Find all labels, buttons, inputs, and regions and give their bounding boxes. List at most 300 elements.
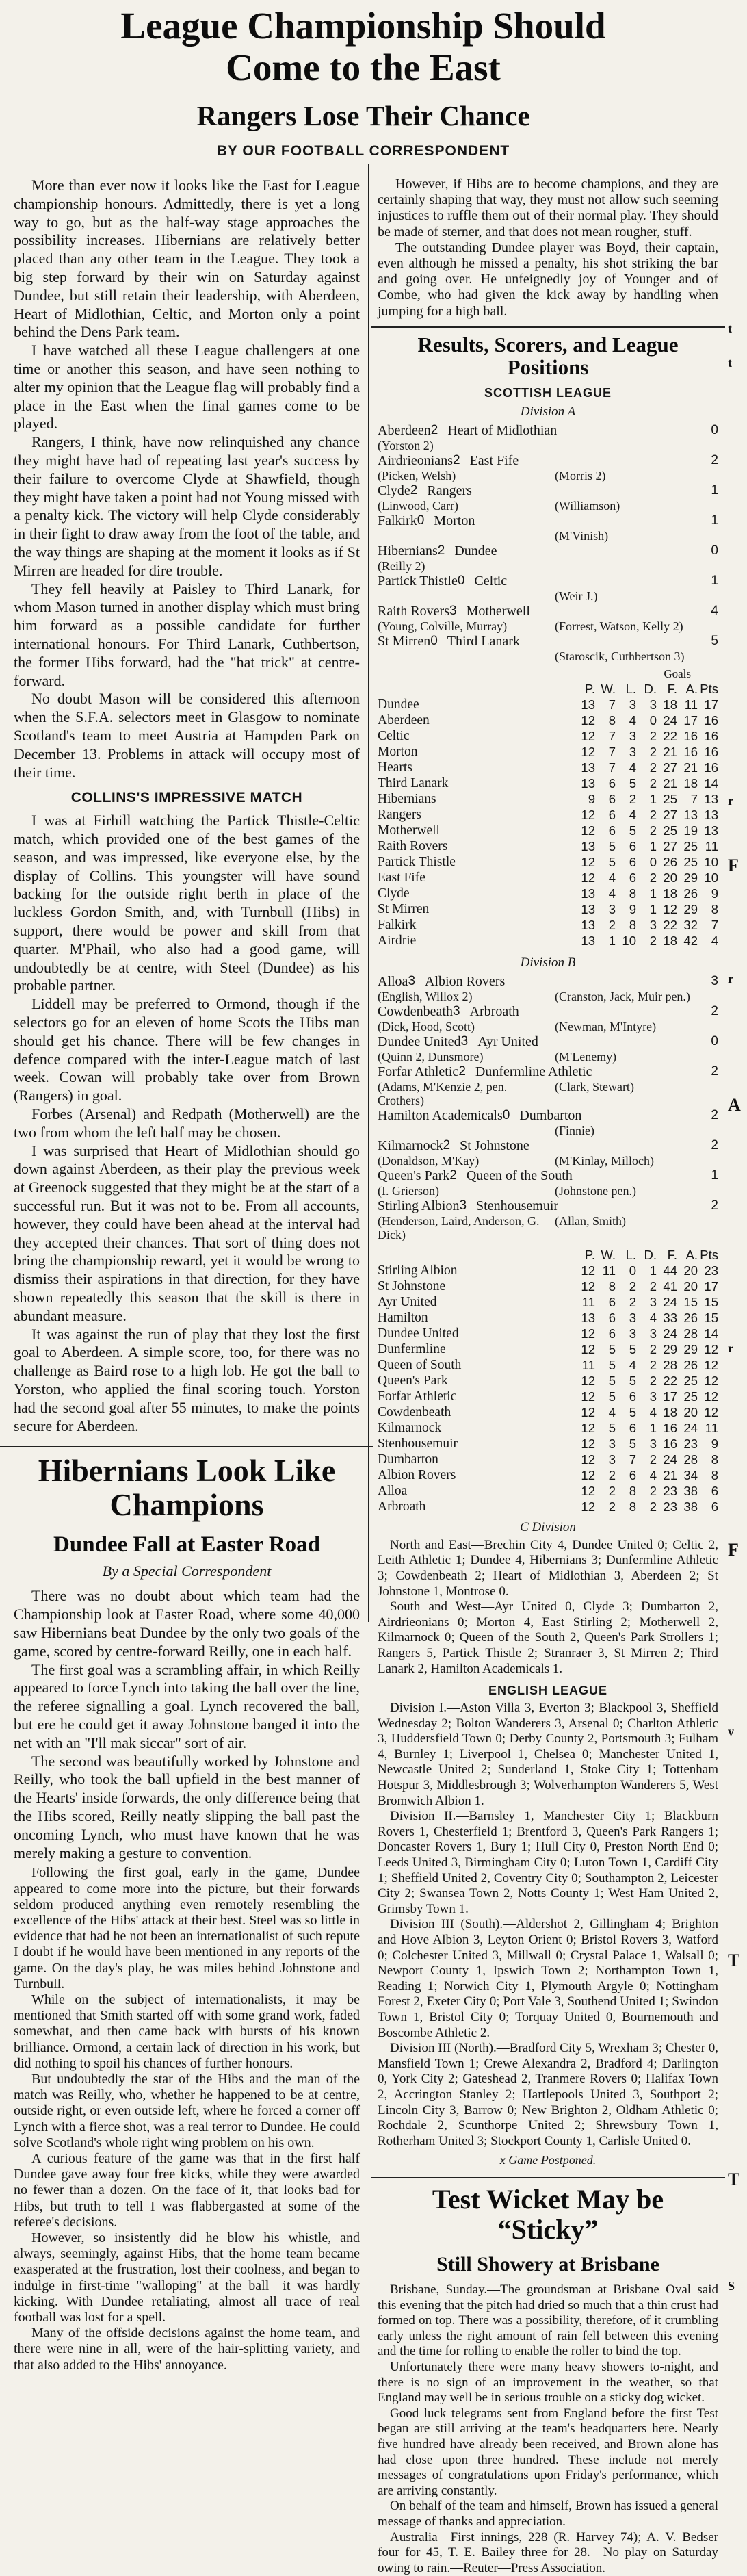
table-cell: 12	[581, 1420, 595, 1435]
table-cell: 2	[629, 791, 636, 806]
table-cell: 5	[629, 1436, 636, 1451]
home-scorers: (Yorston 2)	[378, 438, 434, 452]
table-cell: 7	[690, 791, 698, 806]
article1-paragraph: Liddell may be preferred to Ormond, though if the selectors go for an eleven of home Scots the Hibs man should get his chance. There will be few changes in defence compared with the inter-League match of last week. Cowan will probably take over from Brown (Rangers) in goal.	[14, 995, 360, 1105]
home-score: 0	[430, 633, 438, 648]
away-scorers: (Cranston, Jack, Muir pen.)	[554, 989, 690, 1003]
table-cell: 11	[705, 838, 718, 853]
home-team: Falkirk	[378, 513, 417, 528]
table-cell: 1	[608, 933, 616, 948]
column-header: L.	[625, 1247, 636, 1262]
away-scorers: (M'Vinish)	[554, 528, 609, 543]
table-cell: 12	[704, 1357, 718, 1372]
table-row	[378, 1483, 718, 1499]
table-cell: 16	[663, 1420, 677, 1435]
column-header: L.	[625, 681, 636, 696]
home-scorers: (Picken, Welsh)	[378, 468, 456, 482]
table-cell: 13	[581, 1310, 595, 1325]
team-name: Queen of South	[378, 1357, 462, 1372]
result-line	[378, 1033, 718, 1050]
table-cell: 2	[649, 1452, 657, 1467]
table-cell: 0	[629, 1263, 636, 1278]
table-cell: 5	[629, 823, 636, 838]
table-cell: 4	[608, 870, 616, 885]
table-row	[378, 1452, 718, 1467]
scorers-line	[378, 499, 718, 513]
table-cell: 34	[683, 1467, 698, 1482]
home-score: 3	[460, 1033, 469, 1048]
table-cell: 12	[581, 1499, 595, 1514]
test-paragraph: Australia—First innings, 228 (R. Harvey 74); A. V. Bedser four for 45, T. E. Bailey three for 28.—No play on Saturday owing to rain.—Reuter—Press Association.	[378, 2529, 718, 2575]
away-scorers: (Allan, Smith)	[554, 1213, 626, 1228]
result-row	[378, 422, 718, 452]
table-row	[378, 1310, 718, 1326]
home-score: 2	[449, 1168, 457, 1183]
result-row	[378, 482, 718, 513]
home-score: 0	[417, 513, 425, 528]
table-cell: 12	[663, 901, 677, 916]
table-cell: 13	[581, 775, 595, 790]
table-cell: 5	[629, 1341, 636, 1356]
table-cell: 5	[608, 838, 616, 853]
table-cell: 27	[663, 807, 677, 822]
table-cell: 12	[581, 1326, 595, 1341]
table-cell: 3	[649, 917, 657, 932]
hibs-small-paragraph: Many of the offside decisions against the home team, and there were nine in all, were of the hair-splitting variety, and that also added to the Hibs' annoyance.	[14, 2326, 360, 2373]
scorers-line	[378, 1184, 718, 1198]
away-score: 2	[711, 1064, 718, 1079]
away-scorers	[548, 439, 718, 452]
table-cell: 5	[629, 775, 636, 790]
away-team: Dumbarton	[519, 1107, 582, 1123]
table-row	[378, 744, 718, 760]
away-team: Dundee	[454, 543, 497, 558]
table-cell: 25	[683, 838, 698, 853]
division-b-results	[378, 973, 718, 1241]
table-cell: 15	[704, 1310, 718, 1325]
english-league-results	[378, 1701, 718, 2149]
team-name: Partick Thistle	[378, 854, 456, 869]
team-name: Hearts	[378, 760, 412, 775]
table-cell: 26	[663, 854, 677, 869]
table-cell: 3	[629, 697, 636, 712]
table-cell: 2	[608, 1483, 616, 1498]
table-cell: 3	[649, 1389, 657, 1404]
table-cell: 13	[704, 807, 718, 822]
table-cell: 2	[649, 1483, 657, 1498]
away-team: Albion Rovers	[425, 973, 506, 989]
table-cell: 8	[629, 917, 636, 932]
table-cell: 41	[663, 1278, 677, 1293]
column-header: W.	[601, 1247, 616, 1262]
table-cell: 3	[649, 697, 657, 712]
table-cell: 6	[711, 1499, 718, 1514]
table-cell: 2	[649, 744, 657, 759]
scorers-line	[378, 1080, 718, 1107]
table-cell: 2	[649, 1499, 657, 1514]
article1-paragraph: Forbes (Arsenal) and Redpath (Motherwell) are the two from whom the left half may be chosen.	[14, 1105, 360, 1141]
table-cell: 13	[683, 807, 698, 822]
table-cell: 4	[629, 1357, 636, 1372]
main-headline-line2: Come to the East	[226, 47, 501, 89]
table-cell: 25	[663, 823, 677, 838]
away-score: 2	[711, 1198, 718, 1213]
table-cell: 12	[581, 1263, 595, 1278]
column-header: P.	[584, 681, 595, 696]
table-cell: 17	[663, 1389, 677, 1404]
table-cell: 14	[704, 775, 718, 790]
team-name: Rangers	[378, 807, 421, 822]
home-team: Clyde	[378, 482, 410, 498]
test-subheadline: Still Showery at Brisbane	[436, 2252, 659, 2276]
table-cell: 13	[581, 886, 595, 901]
result-row	[378, 1033, 718, 1064]
table-cell: 13	[581, 901, 595, 916]
table-cell: 1	[649, 838, 657, 853]
table-cell: 12	[581, 1389, 595, 1404]
edge-glyph: S	[728, 2279, 735, 2293]
table-cell: 25	[683, 854, 698, 869]
result-row	[378, 1003, 718, 1033]
edge-glyph: r	[728, 1341, 733, 1355]
table-cell: 12	[581, 728, 595, 743]
table-row	[378, 823, 718, 838]
result-line	[378, 422, 718, 439]
home-team: Hibernians	[378, 543, 438, 558]
team-name: Falkirk	[378, 917, 417, 932]
team-name: St Mirren	[378, 901, 430, 916]
table-cell: 27	[663, 760, 677, 775]
english-division-paragraph: Division III (North).—Bradford City 5, Wrexham 3; Chester 0, Mansfield Town 1; Crewe Alexandra 2, Bradford 4; Darlington 0, York City 2; Gateshead 2, Tranmere Rovers 0; Halifax Town 2, Accrington Stanley 2; Hartlepools United 3, Southport 2; Lincoln City 3, Barrow 0; New Brighton 2, Oldham Athletic 0; Rochdale 2, Scunthorpe United 2; Shrewsbury Town 1, Rotherham United 3; Stockport County 1, Carlisle United 0.	[378, 2041, 718, 2148]
table-cell: 2	[649, 1357, 657, 1372]
goals-header: Goals	[664, 667, 691, 680]
table-cell: 4	[649, 1404, 657, 1419]
scorers-line	[378, 649, 718, 663]
table-cell: 44	[663, 1263, 677, 1278]
table-cell: 16	[704, 760, 718, 775]
table-cell: 19	[683, 823, 698, 838]
home-scorers: (I. Grierson)	[378, 1183, 439, 1198]
home-scorers	[378, 589, 541, 603]
english-division-paragraph: Division I.—Aston Villa 3, Everton 3; Blackpool 3, Sheffield Wednesday 2; Bolton Wanderers 3, Arsenal 0; Charlton Athletic 3, Huddersfield Town 0; Derby County 2, Portsmouth 3; Fulham 4, Burnley 1; Liverpool 1, Chelsea 0; Manchester United 1, Newcastle United 2; Sunderland 1, Stoke City 1; Tottenham Hotspur 3, Middlesbrough 3; Wolverhampton Wanderers 5, West Bromwich Albion 1.	[378, 1701, 718, 1808]
hibs-small-paragraph: While on the subject of internationalists, it may be mentioned that Smith started off with some grand work, faded somewhat, and then came back with bursts of his known brilliance. Ormond, a certain lack of direction in his work, but did nothing to spoil his chances of further honours.	[14, 1992, 360, 2071]
table-cell: 18	[663, 886, 677, 901]
result-line	[378, 603, 718, 619]
result-line	[378, 513, 718, 529]
table-row	[378, 1436, 718, 1452]
table-cell: 9	[588, 791, 595, 806]
column-rule-main	[368, 164, 369, 1622]
team-name: Hibernians	[378, 791, 436, 806]
away-scorers: (Forrest, Watson, Kelly 2)	[554, 619, 683, 633]
table-cell: 6	[711, 1483, 718, 1498]
hibs-small-paragraph: However, so insistently did he blow his whistle, and always, seemingly, against Hibs, that the home team became exasperated at the frustration, lost their coolness, and began to indulge in first-time "walloping" at the ball—it was hardly kicking. With Dundee retaliating, almost all trace of real football was lost for a spell.	[14, 2230, 360, 2325]
table-cell: 2	[608, 917, 616, 932]
team-name: East Fife	[378, 870, 425, 885]
home-score: 2	[430, 422, 438, 437]
away-score: 4	[711, 603, 718, 618]
result-row	[378, 573, 718, 603]
division-a-table	[378, 681, 718, 949]
away-score: 2	[711, 452, 718, 467]
table-cell: 6	[608, 791, 616, 806]
team-name: Cowdenbeath	[378, 1404, 451, 1419]
table-cell: 1	[649, 1420, 657, 1435]
table-cell: 17	[704, 1278, 718, 1293]
table-cell: 12	[581, 1467, 595, 1482]
table-cell: 12	[581, 1436, 595, 1451]
away-scorers: (M'Kinlay, Milloch)	[554, 1153, 655, 1168]
table-cell: 20	[663, 870, 677, 885]
hibs-small-text	[14, 1865, 360, 2373]
table-cell: 12	[581, 823, 595, 838]
scorers-line	[378, 1154, 718, 1168]
division-c-paragraph: South and West—Ayr United 0, Clyde 3; Dumbarton 2, Airdrieonians 0; Morton 4, East Stirling 2; Motherwell 2, Kilmarnock 0; Queen of the South 2, Queen's Park Strollers 1; Rangers 5, Partick Thistle 2; Stranraer 3, St Mirren 2; Third Lanark 2, Hamilton Academicals 1.	[378, 1599, 718, 1676]
away-scorers: (Staroscik, Cuthbertson 3)	[554, 649, 685, 663]
table-row	[378, 870, 718, 886]
home-score: 2	[452, 452, 460, 467]
postponed-note: x Game Postponed.	[499, 2153, 597, 2167]
away-score: 1	[711, 1168, 718, 1183]
table-cell: 16	[663, 1436, 677, 1451]
table-cell: 10	[704, 854, 718, 869]
away-scorers: (Finnie)	[554, 1123, 594, 1137]
away-team: Motherwell	[466, 603, 530, 619]
away-team: Dunfermline Athletic	[475, 1064, 592, 1079]
table-cell: 29	[683, 870, 698, 885]
results-section	[371, 326, 725, 2168]
table-cell: 16	[704, 728, 718, 743]
table-cell: 0	[649, 712, 657, 727]
result-row	[378, 973, 718, 1003]
column-header: D.	[644, 1247, 657, 1262]
table-row	[378, 917, 718, 933]
result-row	[378, 543, 718, 573]
table-cell: 6	[629, 870, 636, 885]
division-b-heading: Division B	[520, 955, 576, 970]
table-cell: 2	[649, 1373, 657, 1388]
scorers-line	[378, 1214, 718, 1241]
table-cell: 10	[622, 933, 636, 948]
team-name: Morton	[378, 744, 418, 759]
table-cell: 12	[581, 1483, 595, 1498]
table-cell: 16	[704, 712, 718, 727]
table-row	[378, 1404, 718, 1420]
result-row	[378, 1137, 718, 1168]
table-cell: 2	[629, 1278, 636, 1293]
article1-paragraph: It was against the run of play that they lost the first goal to Aberdeen. A simple score, too, for there was no challenge as Baird rose to a high lob. He got the ball to Yorston, who applied the final scoring touch. Yorston had the second goal after 55 minutes, to make the points secure for Aberdeen.	[14, 1325, 360, 1434]
table-row	[378, 1294, 718, 1310]
table-cell: 42	[683, 933, 698, 948]
table-cell: 2	[649, 870, 657, 885]
result-line	[378, 452, 718, 469]
table-cell: 21	[663, 744, 677, 759]
table-cell: 15	[704, 1294, 718, 1309]
table-cell: 5	[608, 1373, 616, 1388]
table-cell: 2	[649, 1278, 657, 1293]
table-cell: 5	[629, 1373, 636, 1388]
table-cell: 6	[629, 838, 636, 853]
table-cell: 13	[581, 697, 595, 712]
home-team: Airdrieonians	[378, 452, 453, 468]
article1-paragraph: I have watched all these League challengers at one time or another this season, and have seen nothing to alter my opinion that the League flag will probably find a place in the East when the final games come to be played.	[14, 342, 360, 433]
table-cell: 23	[704, 1263, 718, 1278]
scorers-line	[378, 589, 718, 603]
team-name: St Johnstone	[378, 1278, 446, 1293]
table-cell: 22	[663, 917, 677, 932]
away-score: 1	[711, 513, 718, 528]
left-column	[14, 177, 360, 2373]
table-row	[378, 1499, 718, 1515]
table-row	[378, 697, 718, 712]
table-cell: 16	[683, 728, 698, 743]
away-scorers: (Morris 2)	[554, 468, 606, 482]
home-scorers	[378, 529, 541, 543]
table-cell: 0	[649, 854, 657, 869]
main-headline-block	[0, 5, 726, 166]
table-cell: 29	[663, 1341, 677, 1356]
main-headline-line1: League Championship Should	[120, 5, 606, 47]
table-row	[378, 791, 718, 807]
scorers-line	[378, 990, 718, 1003]
hibs-headline-line2: Champions	[109, 1487, 264, 1523]
hibs-cont-paragraph: However, if Hibs are to become champions, and they are certainly shaping that way, they must not allow such seeming injustices to ruffle them out of their normal play. They should be made of sterner, and that does not mean rougher, stuff.	[378, 177, 718, 240]
table-row	[378, 838, 718, 854]
table-cell: 8	[711, 1452, 718, 1467]
article1-subheading: COLLINS'S IMPRESSIVE MATCH	[70, 790, 303, 806]
home-scorers: (English, Willox 2)	[378, 989, 473, 1003]
english-division-paragraph: Division II.—Barnsley 1, Manchester City 1; Blackburn Rovers 1, Chesterfield 1; Brentford 3, Queen's Park Rangers 1; Doncaster Rovers 1, Bury 1; Hull City 0, Preston North End 0; Leeds United 3, Birmingham City 0; Luton Town 1, Cardiff City 1; Sheffield United 2, Coventry City 0; Southampton 2, Leicester City 2; Swansea Town 2, Notts County 1; West Ham United 2, Grimsby Town 1.	[378, 1809, 718, 1916]
table-cell: 3	[629, 1310, 636, 1325]
table-cell: 11	[684, 697, 698, 712]
table-cell: 24	[663, 1452, 677, 1467]
table-cell: 7	[608, 744, 616, 759]
result-row	[378, 1107, 718, 1137]
away-score: 0	[711, 1033, 718, 1048]
away-score: 0	[711, 543, 718, 558]
table-row	[378, 901, 718, 917]
table-cell: 6	[608, 1310, 616, 1325]
team-name: Aberdeen	[378, 712, 430, 727]
result-row	[378, 1198, 718, 1241]
table-cell: 3	[649, 1326, 657, 1341]
table-cell: 5	[608, 1420, 616, 1435]
right-column	[378, 177, 718, 2576]
team-name: Dunfermline	[378, 1341, 446, 1356]
table-cell: 13	[581, 917, 595, 932]
table-cell: 6	[629, 1389, 636, 1404]
table-row	[378, 712, 718, 728]
table-cell: 1	[649, 901, 657, 916]
home-team: Alloa	[378, 973, 408, 989]
edge-glyph: A	[728, 1095, 741, 1115]
home-score: 0	[502, 1107, 510, 1122]
home-scorers: (Young, Colville, Murray)	[378, 619, 508, 633]
table-cell: 4	[608, 1404, 616, 1419]
table-cell: 7	[608, 697, 616, 712]
away-team: East Fife	[469, 452, 519, 468]
result-line	[378, 573, 718, 589]
division-c-heading: C Division	[520, 1519, 576, 1534]
scorers-line	[378, 1050, 718, 1064]
results-title-line2: Positions	[507, 355, 589, 380]
table-cell: 28	[663, 1357, 677, 1372]
table-cell: 4	[711, 933, 718, 948]
table-cell: 18	[663, 1404, 677, 1419]
team-name: Kilmarnock	[378, 1420, 442, 1435]
table-row	[378, 854, 718, 870]
test-paragraph: Brisbane, Sunday.—The groundsman at Brisbane Oval said this evening that the pitch had dried so much that a thin crust had formed on top. There was a possibility, therefore, of it crumbling early unless the right amount of rain fell between this evening and the time for rolling to enable the roller to bind the top.	[378, 2282, 718, 2359]
result-row	[378, 452, 718, 482]
away-team: Ayr United	[477, 1033, 538, 1049]
team-name: Stenhousemuir	[378, 1436, 458, 1451]
table-cell: 32	[683, 917, 698, 932]
test-headline-line2: “Sticky”	[497, 2213, 599, 2245]
team-name: Queen's Park	[378, 1373, 448, 1388]
table-cell: 11	[602, 1263, 616, 1278]
team-name: Dundee	[378, 697, 419, 712]
table-cell: 13	[704, 791, 718, 806]
home-team: Partick Thistle	[378, 573, 458, 589]
away-scorers: (Clark, Stewart)	[554, 1079, 634, 1094]
scorers-line	[378, 439, 718, 452]
table-cell: 7	[608, 728, 616, 743]
table-cell: 20	[683, 1404, 698, 1419]
table-cell: 2	[629, 1294, 636, 1309]
home-team: Kilmarnock	[378, 1137, 443, 1153]
scorers-line	[378, 469, 718, 482]
table-cell: 24	[683, 1420, 698, 1435]
team-name: Dundee United	[378, 1326, 459, 1341]
team-name: Albion Rovers	[378, 1467, 456, 1482]
table-cell: 6	[608, 775, 616, 790]
table-cell: 2	[649, 728, 657, 743]
table-cell: 12	[581, 1341, 595, 1356]
hibs-article	[0, 1445, 374, 2373]
away-team: St Johnstone	[460, 1137, 529, 1153]
table-cell: 12	[581, 854, 595, 869]
table-cell: 3	[649, 1294, 657, 1309]
table-header	[378, 681, 718, 697]
home-score: 3	[408, 973, 416, 988]
hibs-small-paragraph: A curious feature of the game was that in the first half Dundee gave away four free kicks, while they were awarded no fewer than a dozen. On the face of it, that looks bad for Hibs, but truth to tell I was flabbergasted at some of the referee's decisions.	[14, 2150, 360, 2230]
away-scorers	[548, 559, 718, 573]
table-row	[378, 1278, 718, 1294]
table-row	[378, 886, 718, 901]
home-scorers: (Quinn 2, Dunsmore)	[378, 1049, 484, 1064]
table-cell: 24	[663, 1326, 677, 1341]
table-cell: 21	[663, 775, 677, 790]
hibs-small-paragraph: Following the first goal, early in the game, Dundee appeared to come more into the picture, but their forwards seldom produced anything even remotely resembling the excellence of the Hibs' attack at their best. Steel was so little in evidence that had he not been an internationalist of such repute I doubt if he would have been mentioned in any reports of the game. On the day's play, he was miles behind Johnstone and Turnbull.	[14, 1865, 360, 1992]
table-cell: 4	[649, 1467, 657, 1482]
table-cell: 8	[711, 1467, 718, 1482]
table-cell: 11	[581, 1294, 595, 1309]
column-header: P.	[584, 1247, 595, 1262]
table-cell: 2	[608, 1467, 616, 1482]
test-article	[371, 2176, 725, 2576]
table-cell: 29	[683, 1341, 698, 1356]
away-score: 1	[711, 573, 718, 588]
home-score: 3	[459, 1198, 467, 1213]
table-cell: 3	[649, 1436, 657, 1451]
team-name: Alloa	[378, 1483, 408, 1498]
home-scorers	[378, 1124, 541, 1137]
table-cell: 33	[663, 1310, 677, 1325]
result-line	[378, 1107, 718, 1124]
table-cell: 23	[663, 1483, 677, 1498]
team-name: Celtic	[378, 728, 410, 743]
edge-glyph: t	[728, 356, 732, 370]
